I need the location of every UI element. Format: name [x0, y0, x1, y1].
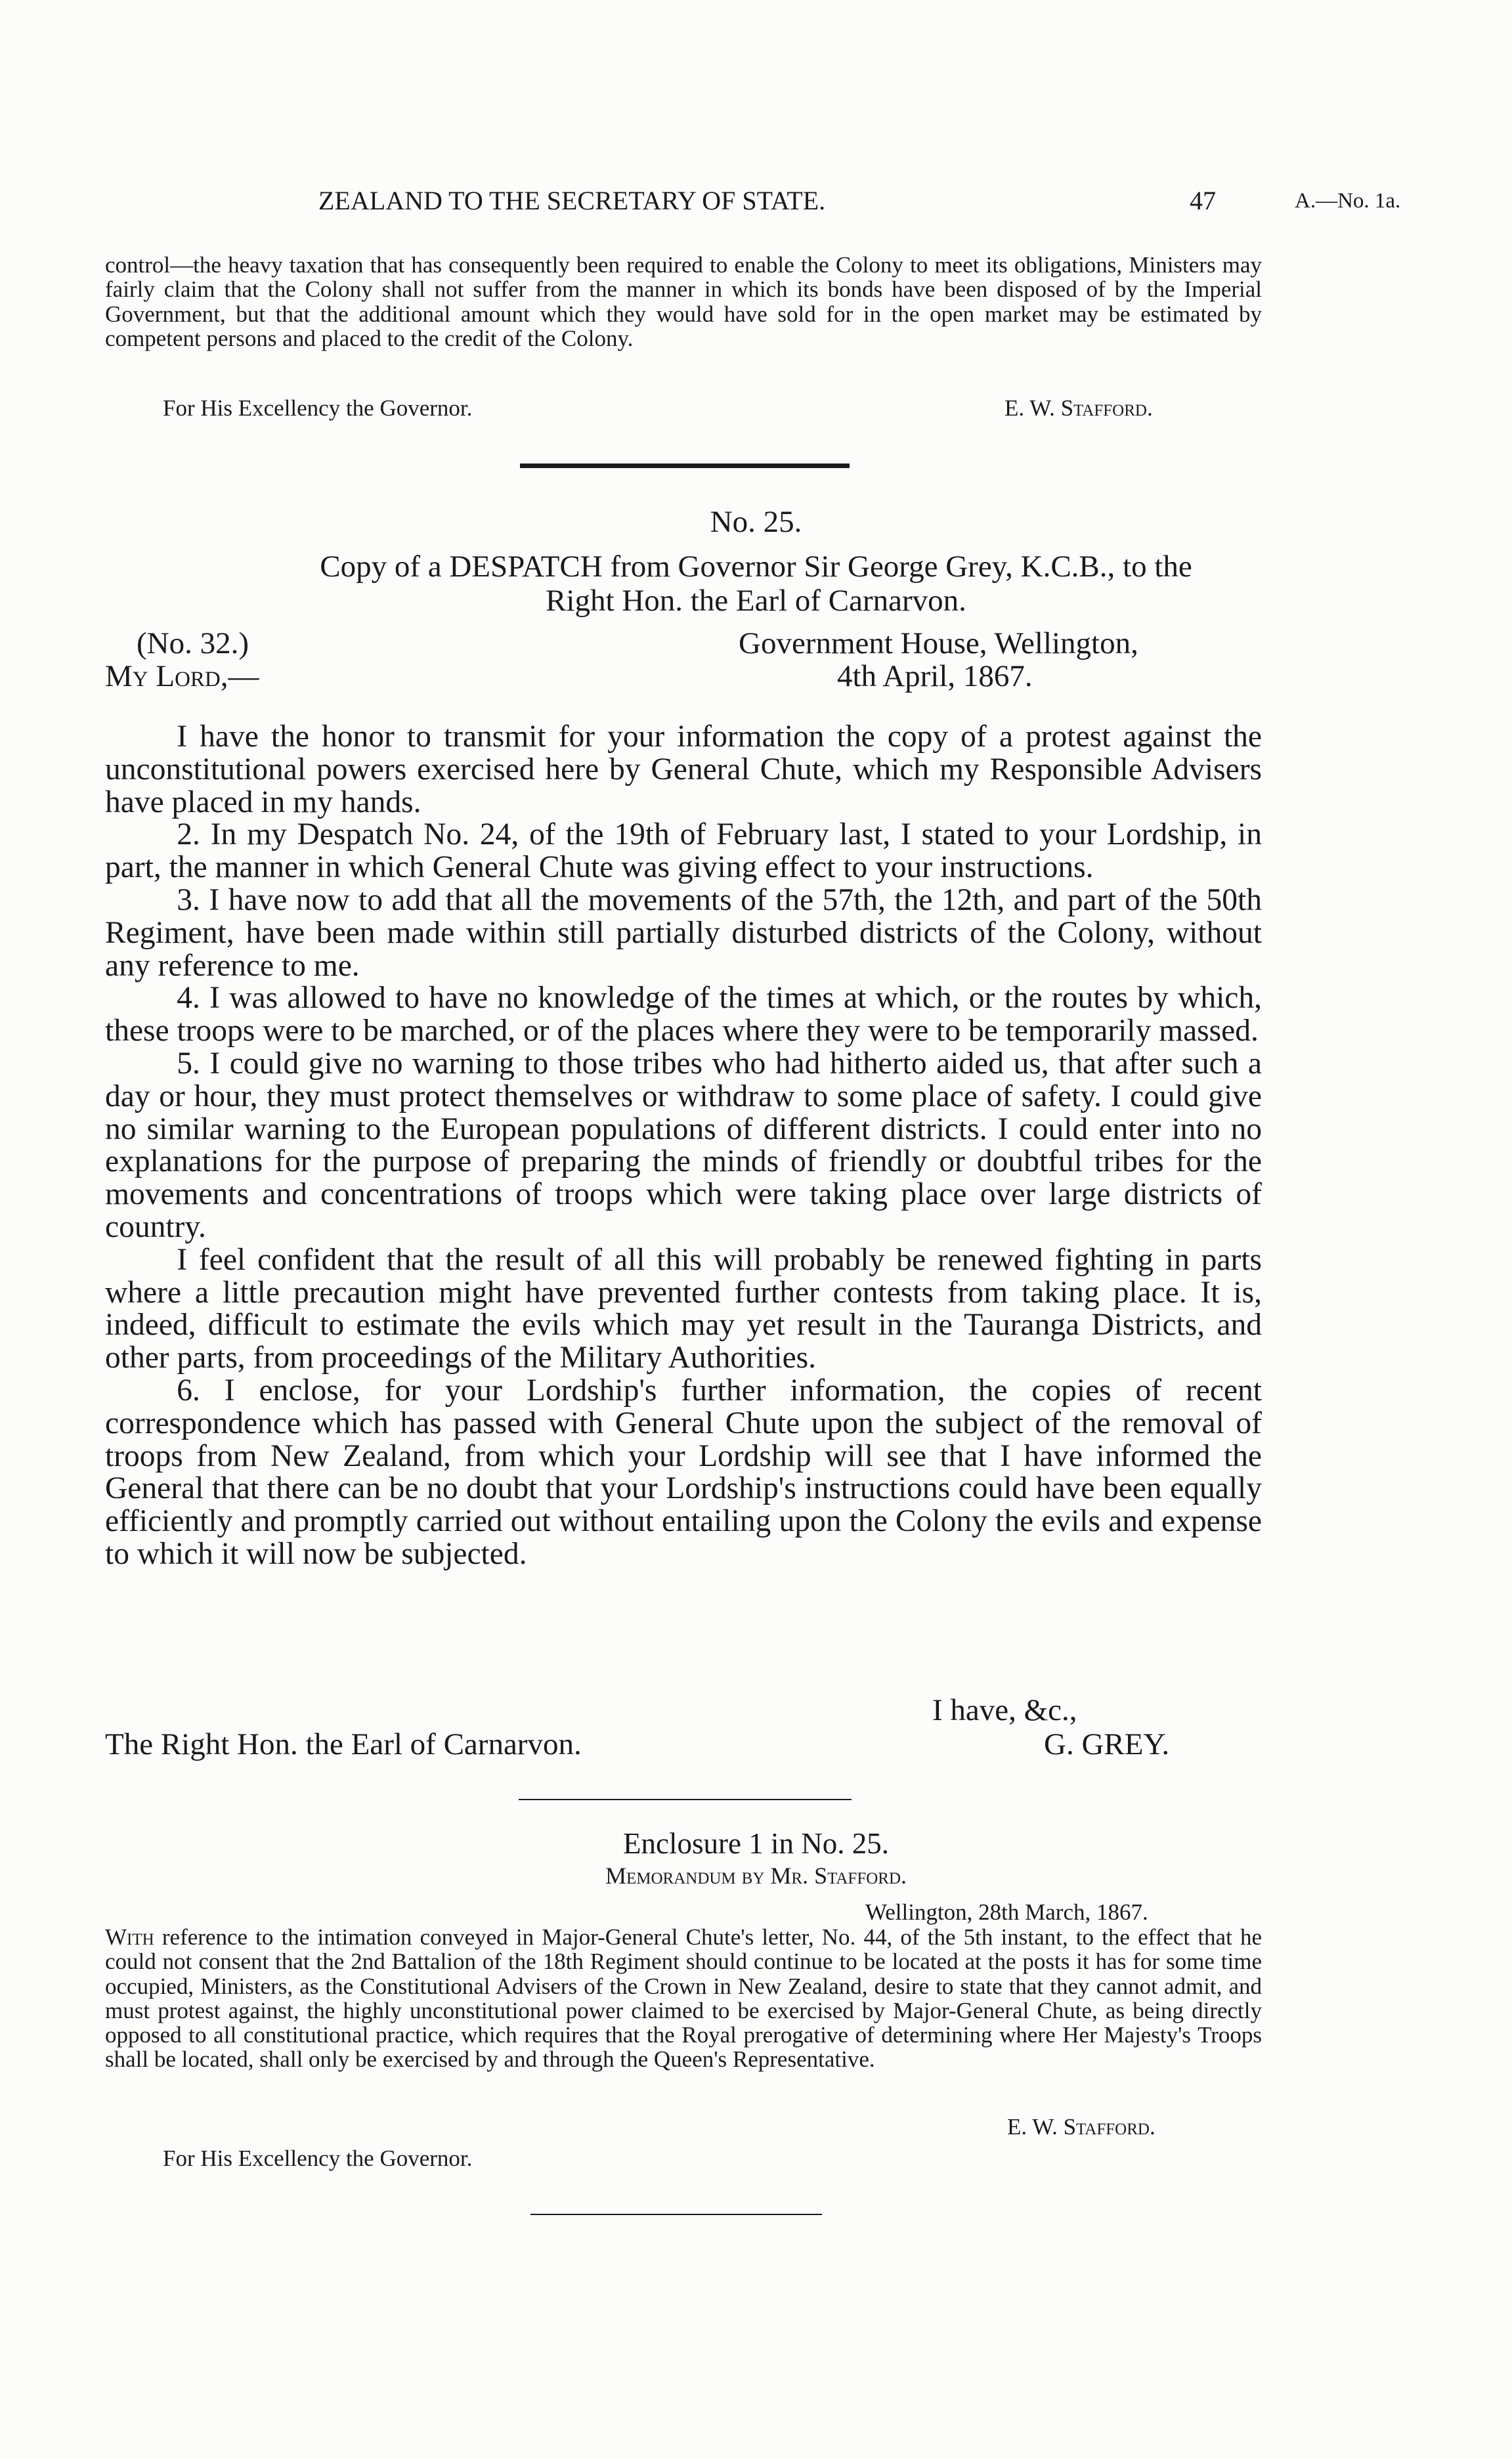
previous-memo-text: control—the heavy taxation that has consequently been required to enable the Colony to meet its obligations, Ministers may fairly claim that the Colony shall not suffer from the manner in which its bonds have been disposed of by the Imperial Government, but that the additional amount which they would have sold for in the open market may be estimated by competent persons and placed to the credit of the Colony.	[105, 252, 1262, 351]
enclosure-date: Wellington, 28th March, 1867.	[865, 1899, 1148, 1925]
despatch-date: 4th April, 1867.	[837, 659, 1033, 693]
page-number: 47	[1190, 186, 1216, 215]
despatch-title-line1: Copy of a DESPATCH from Governor Sir George Grey, K.C.B., to the	[320, 550, 1192, 584]
despatch-title-line2: Right Hon. the Earl of Carnarvon.	[546, 584, 966, 618]
despatch-salutation: My Lord,—	[105, 659, 259, 693]
enclosure-addressee: For His Excellency the Governor.	[163, 2145, 473, 2171]
despatch-paragraph: 5. I could give no warning to those tribes who had hitherto aided us, that after such a day or hour, they must protect themselves or withdraw to some place of safety. I could give no similar warning to the European populations of different districts. I could enter into no explanations for the purpose of preparing the minds of friendly or doubtful tribes for the movements and concentrations of troops which were taking place over large districts of country.	[105, 1046, 1262, 1244]
previous-memo-addressee: For His Excellency the Governor.	[163, 395, 473, 421]
previous-memo	[105, 253, 1262, 351]
despatch-paragraph: 4. I was allowed to have no knowledge of the times at which, or the routes by which, these troops were to be marched, or of the places where they were to be temporarily massed.	[105, 981, 1262, 1048]
enclosure-text: reference to the intimation conveyed in Major-General Chute's letter, No. 44, of the 5th instant, to the effect that he could not consent that the 2nd Battalion of the 18th Regiment should continue to be located at the posts it has for some time occupied, Ministers, as the Constitutional Advisers of the Crown in New Zealand, desire to state that they cannot admit, and must protest against, the highly unconstitutional power claimed to be exercised by Major-General Chute, as being directly opposed to all constitutional practice, which requires that the Royal prerogative of determining where Her Majesty's Troops shall be located, shall only be exercised by and through the Queen's Representative.	[105, 1924, 1263, 2073]
end-rule	[530, 2214, 822, 2215]
enclosure-opening-word: With	[105, 1924, 154, 1950]
despatch-number: No. 25.	[710, 505, 802, 539]
series-label: A.—No. 1a.	[1295, 189, 1401, 213]
enclosure-body	[105, 1925, 1262, 2072]
enclosure-subtitle: Memorandum by Mr. Stafford.	[605, 1863, 907, 1889]
enclosure-signature: E. W. Stafford.	[1007, 2114, 1156, 2140]
despatch-signature: G. GREY.	[1044, 1727, 1170, 1761]
despatch-closing: I have, &c.,	[932, 1693, 1077, 1727]
despatch-place: Government House, Wellington,	[739, 626, 1138, 660]
enclosure-title: Enclosure 1 in No. 25.	[623, 1827, 889, 1860]
despatch-body	[105, 721, 1262, 1571]
despatch-paragraph: I feel confident that the result of all this will probably be renewed fighting in parts where a little precaution might have prevented further contests from taking place. It is, indeed, difficult to estimate the evils which may yet result in the Tauranga Districts, and other parts, from proceedings of the Military Authorities.	[105, 1242, 1262, 1375]
running-title: ZEALAND TO THE SECRETARY OF STATE.	[318, 186, 826, 215]
despatch-paragraph: 2. In my Despatch No. 24, of the 19th of February last, I stated to your Lordship, in part, the manner in which General Chute was giving effect to your instructions.	[105, 817, 1262, 885]
despatch-paragraph: 6. I enclose, for your Lordship's further information, the copies of recent correspondence which has passed with General Chute upon the subject of the removal of troops from New Zealand, from which your Lordship will see that I have informed the General that there can be no doubt that your Lordship's instructions could have been equally efficiently and promptly carried out without entailing upon the Colony the evils and expense to which it will now be subjected.	[105, 1373, 1262, 1571]
section-rule	[519, 1799, 852, 1800]
despatch-paragraph: 3. I have now to add that all the movements of the 57th, the 12th, and part of the 50th Regiment, have been made within still partially disturbed districts of the Colony, without any reference to me.	[105, 882, 1262, 983]
previous-memo-signature: E. W. Stafford.	[1004, 395, 1153, 421]
despatch-ref-number: (No. 32.)	[137, 626, 249, 660]
despatch-recipient: The Right Hon. the Earl of Carnarvon.	[105, 1727, 582, 1761]
despatch-paragraph: I have the honor to transmit for your information the copy of a protest against the unconstitutional powers exercised here by General Chute, which my Responsible Advisers have placed in my hands.	[105, 720, 1262, 819]
section-rule-thick	[520, 464, 850, 468]
